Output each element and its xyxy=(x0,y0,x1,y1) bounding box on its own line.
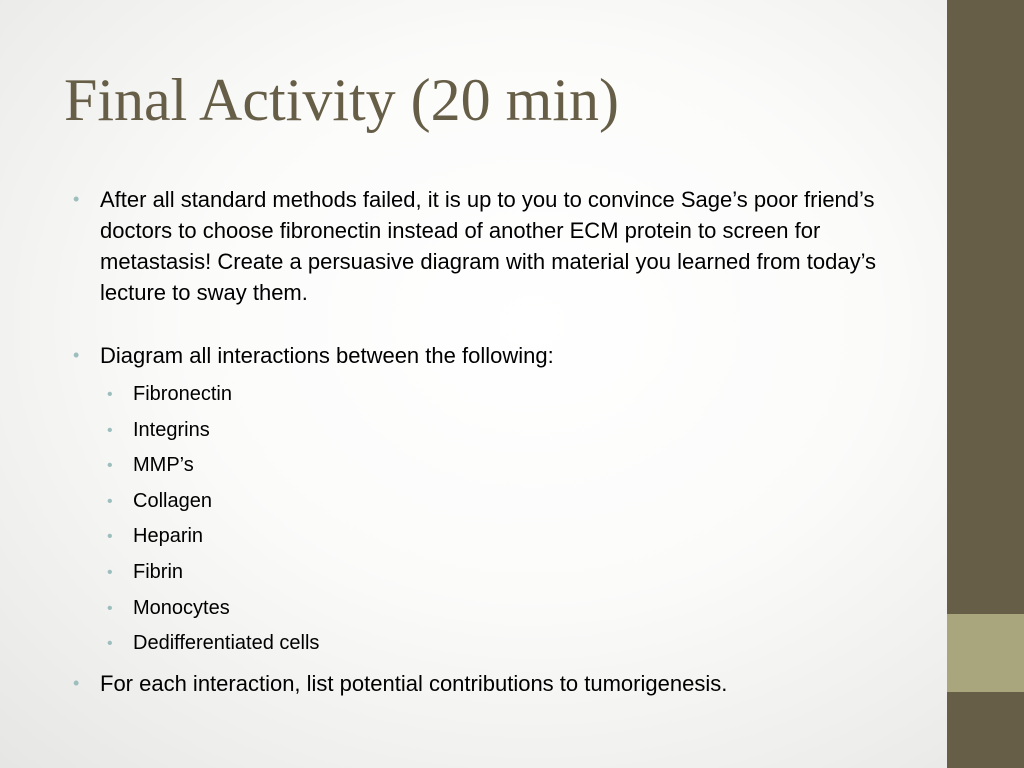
bullet-item xyxy=(70,668,900,699)
bullet-text: After all standard methods failed, it is up to you to convince Sage’s poor friend’s doctors to choose fibronectin instead of another ECM protein to screen for metastasis! Create a persuasive diagram with material you learned from today’s lecture to sway them. xyxy=(100,187,877,305)
sub-bullet-item xyxy=(104,377,900,413)
bullet-icon: • xyxy=(107,635,113,653)
side-accent-block xyxy=(947,614,1024,692)
sub-bullet-item xyxy=(104,448,900,484)
bullet-text: For each interaction, list potential contributions to tumorigenesis. xyxy=(100,670,728,696)
bullet-icon: • xyxy=(107,599,113,617)
sub-bullet-item xyxy=(104,626,900,662)
sub-bullet-item xyxy=(104,555,900,591)
bullet-item xyxy=(70,184,900,308)
sub-bullet-text: Heparin xyxy=(133,525,204,548)
sub-bullet-item xyxy=(104,591,900,627)
sub-bullet-text: Fibronectin xyxy=(133,383,232,405)
bullet-icon: • xyxy=(107,457,113,475)
bullet-icon: • xyxy=(107,528,113,546)
sub-bullet-item xyxy=(104,484,900,520)
sub-bullet-text: Dedifferentiated cells xyxy=(133,632,320,655)
sub-bullet-text: MMP’s xyxy=(133,454,194,477)
bullet-item xyxy=(70,340,900,371)
bullet-icon: • xyxy=(107,421,113,439)
bullet-icon: • xyxy=(107,563,113,581)
bullet-icon: • xyxy=(107,492,113,510)
bullet-text: Diagram all interactions between the following: xyxy=(100,343,554,368)
sub-bullet-item xyxy=(104,519,900,555)
slide-body xyxy=(70,184,900,699)
sub-bullet-item xyxy=(104,413,900,449)
bullet-icon: • xyxy=(107,386,113,403)
bullet-icon: • xyxy=(73,189,80,209)
sub-bullet-text: Monocytes xyxy=(133,596,230,619)
slide-title: Final Activity (20 min) xyxy=(64,67,619,133)
bullet-icon: • xyxy=(73,672,80,693)
sub-bullet-text: Fibrin xyxy=(133,560,184,583)
sub-bullet-list xyxy=(70,377,900,662)
sub-bullet-text: Collagen xyxy=(133,489,212,512)
sub-bullet-text: Integrins xyxy=(133,418,210,441)
bullet-icon: • xyxy=(73,345,80,365)
